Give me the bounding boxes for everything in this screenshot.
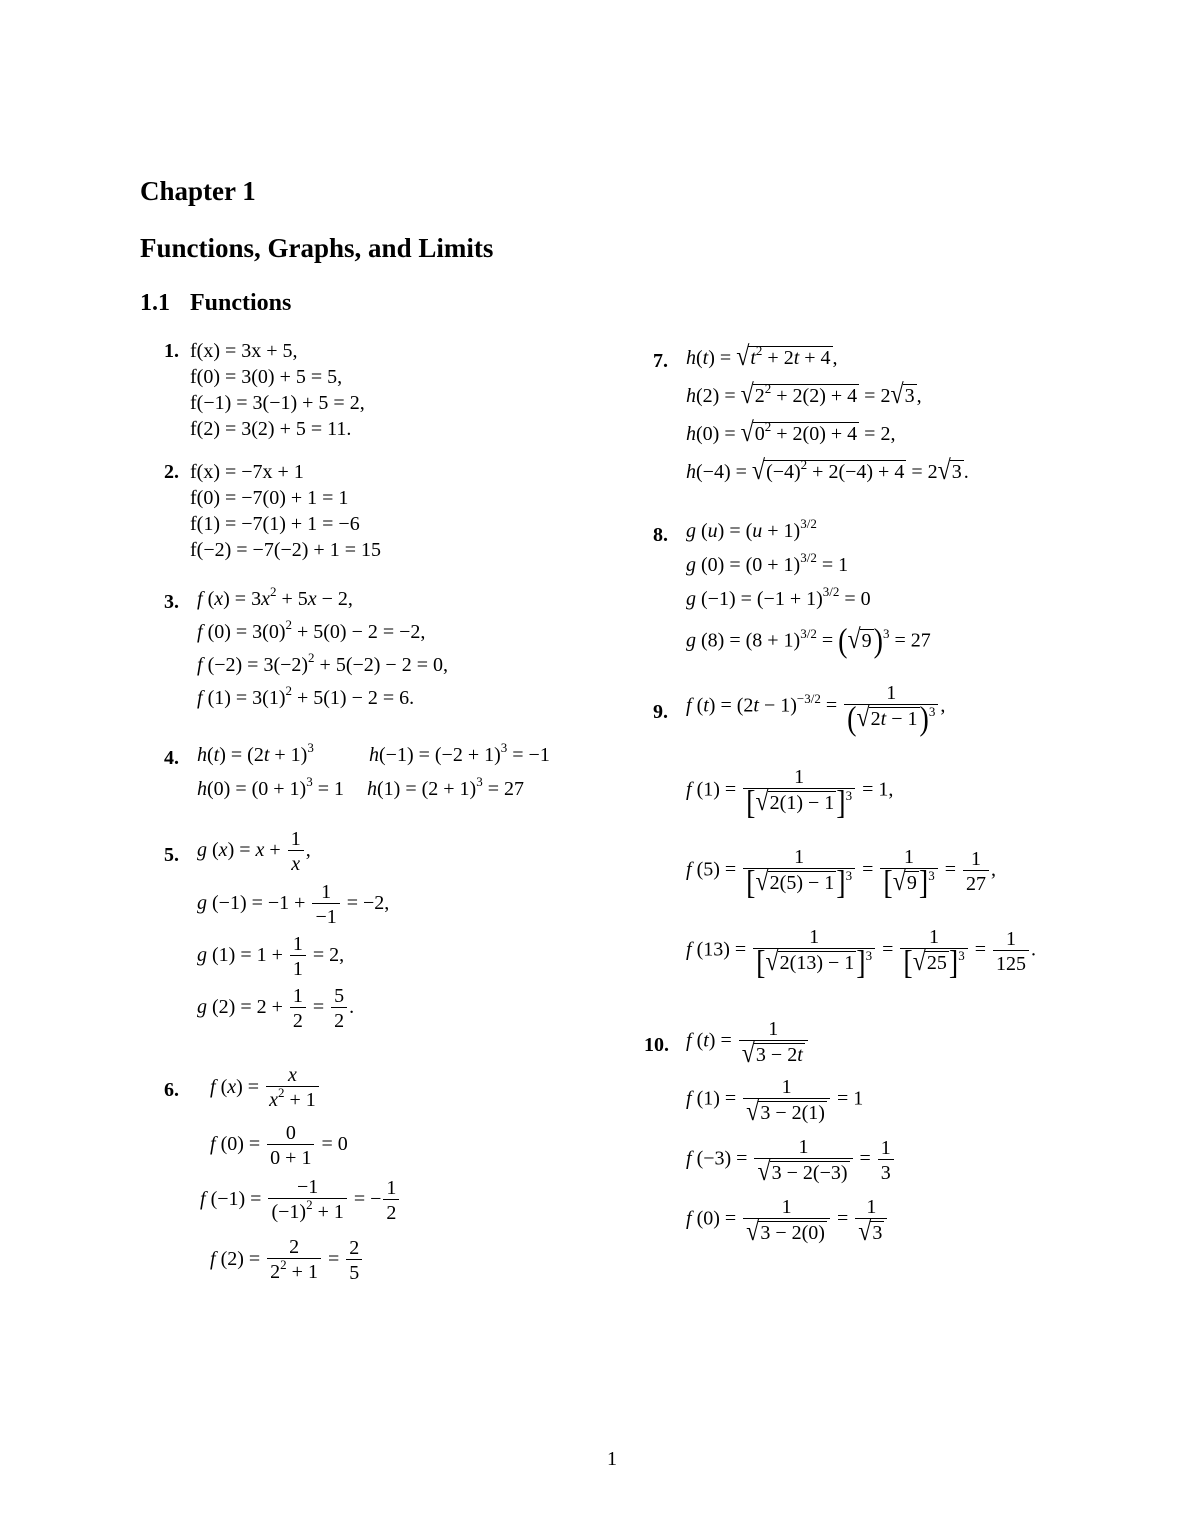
problem-6-label: 6. [164, 1079, 179, 1101]
equation-line: f(2) = 3(2) + 5 = 11. [190, 418, 352, 440]
equation-line: $h(2) = √2^2 + 2(2) + 4 = 2√3$ , [686, 379, 922, 410]
equation-line: f(x) = −7x + 1 [190, 461, 304, 483]
equation-line: f $(1) = 3(1)^2 + 5(1) - 2 = 6$. [197, 683, 415, 709]
equation-line: g (1) = 1 + $\frac{1}{1}$ = 2, [197, 933, 345, 980]
equation-line: f(−2) = −7(−2) + 1 = 15 [190, 539, 381, 561]
equation-line: $h(-1) = (-2 + 1)^3 = -1$ [369, 740, 550, 766]
equation-line: g $(0) = (0 + 1)^{3/2} = 1$ [686, 550, 849, 576]
chapter-title: Functions, Graphs, and Limits [140, 233, 494, 263]
equation-line: f (x) = $\frac{x}{x^2 + 1}$ [210, 1064, 321, 1113]
equation-line: $h(1) = (2 + 1)^3 = 27$ [367, 774, 524, 800]
equation-line: g (2) = 2 + $\frac{1}{2}$ = $\frac{5}{2}$ . [197, 985, 355, 1032]
equation-line: g $(u) = (u + 1)^{3/2}$ [686, 516, 817, 542]
problem-1-label: 1. [164, 340, 179, 362]
equation-line: f (1) = $\frac{1}{√3 - 2(1)}$ = 1 [686, 1076, 864, 1127]
section-number: 1.1 [140, 290, 170, 316]
equation-line: f (1) = $\frac{1}{[√2(1) - 1]^3}$ = 1, [686, 766, 894, 823]
equation-line: $h(-4) = √(-4)^2 + 2(-4) + 4 = 2√3$ . [686, 455, 969, 486]
problem-8-label: 8. [653, 524, 668, 546]
equation-line: f (0) = $\frac{0}{0 + 1}$ = 0 [210, 1122, 348, 1169]
equation-line: f (13) = $\frac{1}{[√2(13) - 1]^3}$ = $\frac{1}{[√25]^3}$ = $\frac{1}{125}$ . [686, 926, 1036, 983]
equation-line: f (−1) = $\frac{-1}{(-1)^2 + 1}$ = − $\frac{1}{2}$ [200, 1176, 401, 1225]
problem-5-label: 5. [164, 844, 179, 866]
equation-line: f $(-2) = 3(-2)^2 + 5(-2) - 2 = 0$, [197, 650, 448, 676]
equation-line: f (t) = $\frac{1}{√3 - 2t}$ [686, 1018, 810, 1066]
problem-7-label: 7. [653, 350, 668, 372]
problem-4-label: 4. [164, 747, 179, 769]
equation-line: f (2) = $\frac{2}{2^2 + 1}$ = $\frac{2}{5}$ [210, 1236, 364, 1285]
problem-2 [190, 459, 381, 563]
section-name: Functions [190, 290, 292, 316]
section-heading [140, 290, 291, 317]
equation-line: f (5) = $\frac{1}{[√2(5) - 1]^3}$ = $\frac{1}{[√9]^3}$ = $\frac{1}{27}$ , [686, 846, 996, 903]
chapter-heading: Chapter 1 [140, 176, 256, 206]
equation-line: g $(8) = (8 + 1)^{3/2} = (√9)^3 = 27$ [686, 622, 931, 660]
equation-line: f $(0) = 3(0)^2 + 5(0) - 2 = -2$, [197, 617, 426, 643]
equation-line: $h(t) = √t^2 + 2t + 4$ , [686, 341, 838, 372]
equation-line: f(0) = 3(0) + 5 = 5, [190, 366, 343, 388]
equation-line: f $(x) = 3x^2 + 5x - 2$, [197, 584, 353, 610]
problem-9-label: 9. [653, 701, 668, 723]
equation-line: $h(t) = (2t + 1)^3$ [197, 740, 314, 766]
equation-line: f (−3) = $\frac{1}{√3 - 2(-3)}$ = $\frac{1}{3}$ [686, 1136, 896, 1184]
problem-10-label: 10. [644, 1034, 669, 1056]
equation-line: $h(0) = (0 + 1)^3 = 1$ [197, 774, 344, 800]
equation-line: g $(-1) = (-1 + 1)^{3/2} = 0$ [686, 584, 871, 610]
equation-line: f $(t) = (2t - 1)^{-3/2}$ = $\frac{1}{(√2t - 1)^3}$ , [686, 682, 946, 739]
page-number: 1 [607, 1448, 617, 1470]
equation-line: g (−1) = −1 + $\frac{1}{-1}$ = −2, [197, 881, 390, 928]
equation-line: f(−1) = 3(−1) + 5 = 2, [190, 392, 365, 414]
problem-1 [190, 338, 365, 442]
equation-line: $h(0) = √0^2 + 2(0) + 4 = 2$, [686, 417, 896, 448]
equation-line: f(x) = 3x + 5, [190, 340, 298, 362]
problem-2-label: 2. [164, 461, 179, 483]
equation-line: f(1) = −7(1) + 1 = −6 [190, 513, 360, 535]
problem-3-label: 3. [164, 591, 179, 613]
equation-line: g (x) = x + $\frac{1}{x}$ , [197, 828, 311, 875]
equation-line: f(0) = −7(0) + 1 = 1 [190, 487, 349, 509]
equation-line: f (0) = $\frac{1}{√3 - 2(0)}$ = $\frac{1}{√3}$ [686, 1196, 889, 1244]
